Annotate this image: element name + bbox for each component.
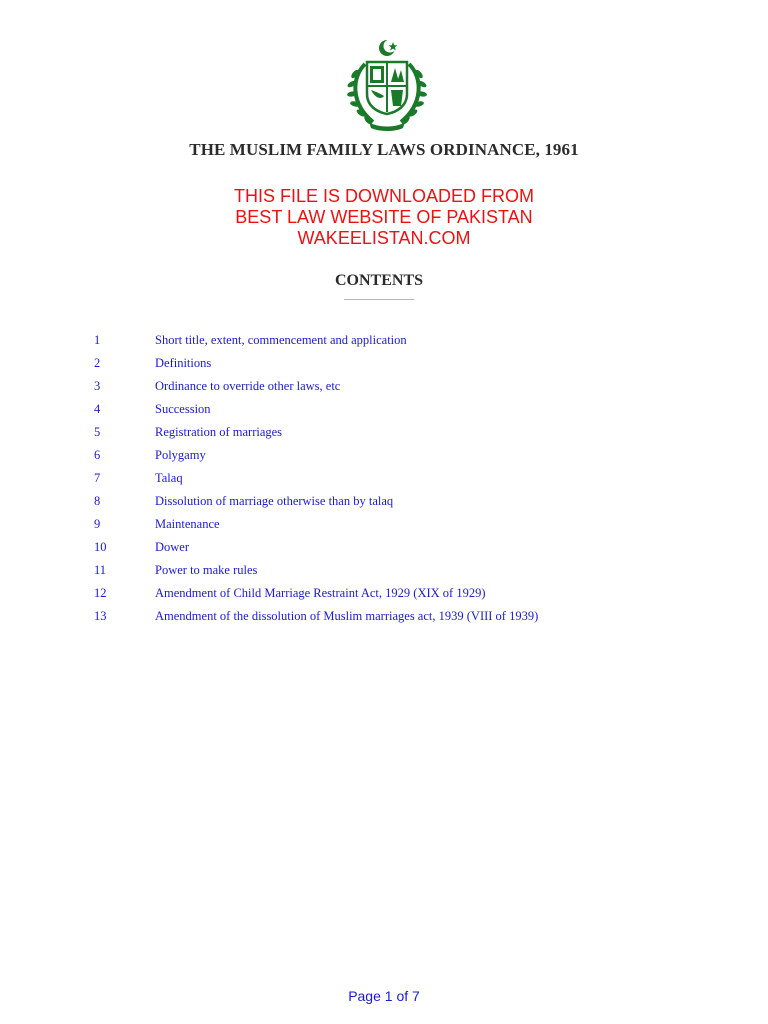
toc-item-5[interactable] <box>0 424 768 447</box>
notice-line: THIS FILE IS DOWNLOADED FROM <box>233 186 535 206</box>
toc-link[interactable]: Ordinance to override other laws, etc <box>155 379 341 393</box>
toc-link[interactable]: Talaq <box>155 471 183 485</box>
toc-number: 8 <box>94 494 101 508</box>
toc-link[interactable]: Registration of marriages <box>155 425 283 439</box>
page-number: Page 1 of 7 <box>348 988 420 1004</box>
toc-item-6[interactable] <box>0 447 768 470</box>
download-notice <box>0 186 768 249</box>
state-emblem-of-pakistan-icon <box>343 38 431 132</box>
toc-item-9[interactable] <box>0 516 768 539</box>
document-title: THE MUSLIM FAMILY LAWS ORDINANCE, 1961 <box>189 140 579 159</box>
toc-link[interactable]: Maintenance <box>155 517 220 531</box>
notice-line: BEST LAW WEBSITE OF PAKISTAN <box>235 207 533 227</box>
toc-item-12[interactable] <box>0 585 768 608</box>
toc-number: 11 <box>94 563 107 577</box>
toc-link[interactable]: Amendment of the dissolution of Muslim marriages act, 1939 (VIII of 1939) <box>155 609 539 623</box>
toc-number: 3 <box>94 379 101 393</box>
toc-number: 6 <box>94 448 101 462</box>
toc-link[interactable]: Power to make rules <box>155 563 258 577</box>
notice-line: WAKEELISTAN.COM <box>297 228 471 248</box>
toc-item-3[interactable] <box>0 378 768 401</box>
contents-heading: CONTENTS <box>334 272 424 289</box>
toc-item-8[interactable] <box>0 493 768 516</box>
toc-number: 1 <box>94 333 101 347</box>
toc-item-10[interactable] <box>0 539 768 562</box>
toc-link[interactable]: Succession <box>155 402 211 416</box>
toc-link[interactable]: Polygamy <box>155 448 206 462</box>
table-of-contents <box>0 332 768 631</box>
toc-number: 13 <box>94 609 107 623</box>
toc-item-13[interactable] <box>0 608 768 631</box>
toc-link[interactable]: Definitions <box>155 356 212 370</box>
toc-number: 12 <box>94 586 107 600</box>
toc-link[interactable]: Dissolution of marriage otherwise than by talaq <box>155 494 394 508</box>
toc-number: 7 <box>94 471 101 485</box>
toc-link[interactable]: Short title, extent, commencement and application <box>155 333 407 347</box>
toc-link[interactable]: Dower <box>155 540 190 554</box>
toc-item-4[interactable] <box>0 401 768 424</box>
toc-number: 2 <box>94 356 101 370</box>
toc-number: 5 <box>94 425 101 439</box>
toc-link[interactable]: Amendment of Child Marriage Restraint Act, 1929 (XIX of 1929) <box>155 586 486 600</box>
toc-item-1[interactable] <box>0 332 768 355</box>
toc-item-2[interactable] <box>0 355 768 378</box>
toc-item-7[interactable] <box>0 470 768 493</box>
toc-number: 10 <box>94 540 107 554</box>
toc-item-11[interactable] <box>0 562 768 585</box>
toc-number: 4 <box>94 402 101 416</box>
contents-divider <box>344 299 414 300</box>
toc-number: 9 <box>94 517 101 531</box>
